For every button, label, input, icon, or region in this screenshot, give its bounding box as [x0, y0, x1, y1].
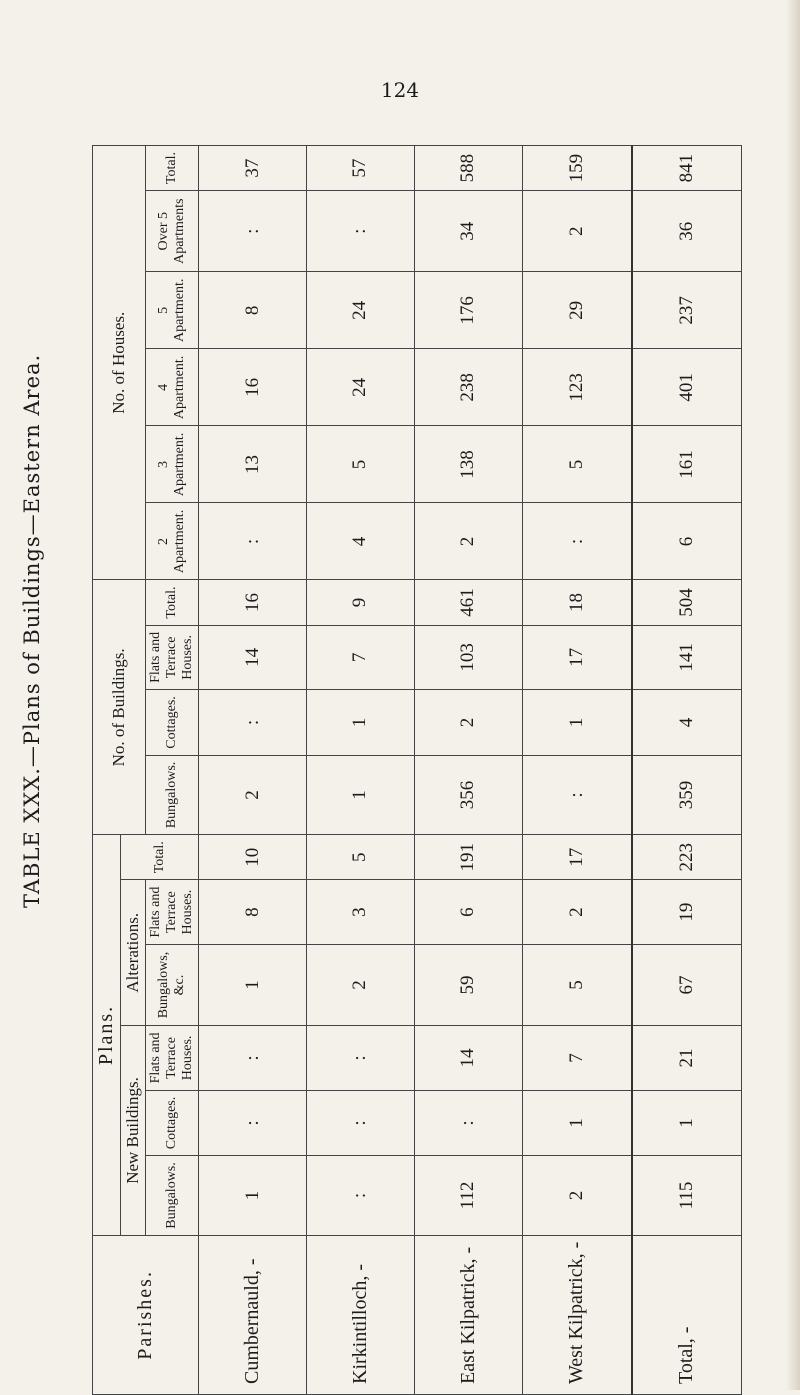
cell: 238: [414, 349, 522, 426]
cell: :: [307, 1156, 415, 1236]
col-bld-cottages: Cottages.: [146, 690, 199, 756]
cell: 29: [522, 272, 632, 349]
cell: :: [307, 191, 415, 272]
cell: :: [199, 1026, 307, 1091]
page-edge-shadow: [786, 0, 800, 1390]
cell: :: [199, 191, 307, 272]
cell: 841: [632, 146, 742, 191]
header-new-buildings: New Buildings.: [121, 1026, 146, 1236]
cell: 7: [522, 1026, 632, 1091]
cell: 115: [632, 1156, 742, 1236]
cell: 176: [414, 272, 522, 349]
cell: 19: [632, 880, 742, 945]
cell: 5: [307, 835, 415, 880]
col-h-4apt: 4 Apartment.: [146, 349, 199, 426]
cell: 59: [414, 944, 522, 1025]
cell: 67: [632, 944, 742, 1025]
cell: 21: [632, 1026, 742, 1091]
cell: 34: [414, 191, 522, 272]
col-h-over5: Over 5 Apartments: [146, 191, 199, 272]
header-no-of-buildings: No. of Buildings.: [93, 580, 146, 835]
col-alt-flats: Flats and Terrace Houses.: [146, 880, 199, 945]
cell: 141: [632, 625, 742, 690]
page-number: 124: [380, 78, 420, 102]
cell: 4: [632, 690, 742, 756]
col-new-flats: Flats and Terrace Houses.: [146, 1026, 199, 1091]
col-alt-bungalows: Bungalows, &c.: [146, 944, 199, 1025]
cell: 2: [307, 944, 415, 1025]
cell: 1: [632, 1090, 742, 1156]
total-label: Total, -: [632, 1235, 742, 1394]
cell: 2: [414, 503, 522, 580]
cell: 356: [414, 755, 522, 835]
cell: 2: [522, 191, 632, 272]
header-plans: Plans.: [93, 835, 121, 1236]
parish-name: Cumbernauld, -: [199, 1235, 307, 1394]
table-title: TABLE XXX.—Plans of Buildings—Eastern Area.: [20, 353, 44, 908]
cell: :: [522, 755, 632, 835]
cell: 36: [632, 191, 742, 272]
cell: 8: [199, 272, 307, 349]
cell: 1: [307, 755, 415, 835]
cell: 112: [414, 1156, 522, 1236]
cell: 2: [199, 755, 307, 835]
cell: 1: [199, 944, 307, 1025]
cell: 6: [414, 880, 522, 945]
cell: 2: [522, 1156, 632, 1236]
col-plans-total: Total.: [121, 835, 199, 880]
cell: 359: [632, 755, 742, 835]
plans-table: [92, 145, 742, 1395]
parish-name: East Kilpatrick, -: [414, 1235, 522, 1394]
cell: 14: [199, 625, 307, 690]
cell: 191: [414, 835, 522, 880]
cell: 8: [199, 880, 307, 945]
cell: 237: [632, 272, 742, 349]
cell: 37: [199, 146, 307, 191]
col-h-5apt: 5 Apartment.: [146, 272, 199, 349]
cell: 6: [632, 503, 742, 580]
cell: 13: [199, 426, 307, 503]
cell: 5: [307, 426, 415, 503]
cell: 161: [632, 426, 742, 503]
table-row: [307, 146, 415, 1395]
cell: 5: [522, 944, 632, 1025]
col-grand-total: Total.: [146, 146, 199, 191]
table-row: [414, 146, 522, 1395]
rotated-table: [92, 145, 742, 1395]
col-new-bungalows: Bungalows.: [146, 1156, 199, 1236]
cell: 461: [414, 580, 522, 625]
cell: 2: [414, 690, 522, 756]
cell: :: [199, 1090, 307, 1156]
col-new-cottages: Cottages.: [146, 1090, 199, 1156]
cell: :: [199, 690, 307, 756]
cell: 17: [522, 835, 632, 880]
cell: 17: [522, 625, 632, 690]
col-bld-flats: Flats and Terrace Houses.: [146, 625, 199, 690]
cell: 588: [414, 146, 522, 191]
cell: 3: [307, 880, 415, 945]
col-h-2apt: 2 Apartment.: [146, 503, 199, 580]
cell: 159: [522, 146, 632, 191]
cell: 5: [522, 426, 632, 503]
header-parishes: Parishes.: [93, 1235, 199, 1394]
parish-name: West Kilpatrick, -: [522, 1235, 632, 1394]
cell: 14: [414, 1026, 522, 1091]
cell: 504: [632, 580, 742, 625]
cell: 123: [522, 349, 632, 426]
cell: 223: [632, 835, 742, 880]
cell: 2: [522, 880, 632, 945]
cell: 9: [307, 580, 415, 625]
header-no-of-houses: No. of Houses.: [93, 146, 146, 581]
cell: 7: [307, 625, 415, 690]
cell: 10: [199, 835, 307, 880]
cell: 57: [307, 146, 415, 191]
header-alterations: Alterations.: [121, 880, 146, 1026]
cell: :: [199, 503, 307, 580]
table-row: [522, 146, 632, 1395]
cell: 103: [414, 625, 522, 690]
cell: 1: [522, 1090, 632, 1156]
cell: 4: [307, 503, 415, 580]
cell: :: [414, 1090, 522, 1156]
cell: :: [522, 503, 632, 580]
cell: 1: [522, 690, 632, 756]
cell: :: [307, 1090, 415, 1156]
cell: 24: [307, 272, 415, 349]
cell: 16: [199, 580, 307, 625]
cell: 138: [414, 426, 522, 503]
cell: 401: [632, 349, 742, 426]
table-row: [199, 146, 307, 1395]
parish-name: Kirkintilloch, -: [307, 1235, 415, 1394]
cell: 24: [307, 349, 415, 426]
col-bld-bungalows: Bungalows.: [146, 755, 199, 835]
table-container: [92, 145, 742, 1395]
cell: 18: [522, 580, 632, 625]
cell: 1: [307, 690, 415, 756]
cell: 1: [199, 1156, 307, 1236]
cell: 16: [199, 349, 307, 426]
col-bld-total: Total.: [146, 580, 199, 625]
total-row: [632, 146, 742, 1395]
cell: :: [307, 1026, 415, 1091]
col-h-3apt: 3 Apartment.: [146, 426, 199, 503]
